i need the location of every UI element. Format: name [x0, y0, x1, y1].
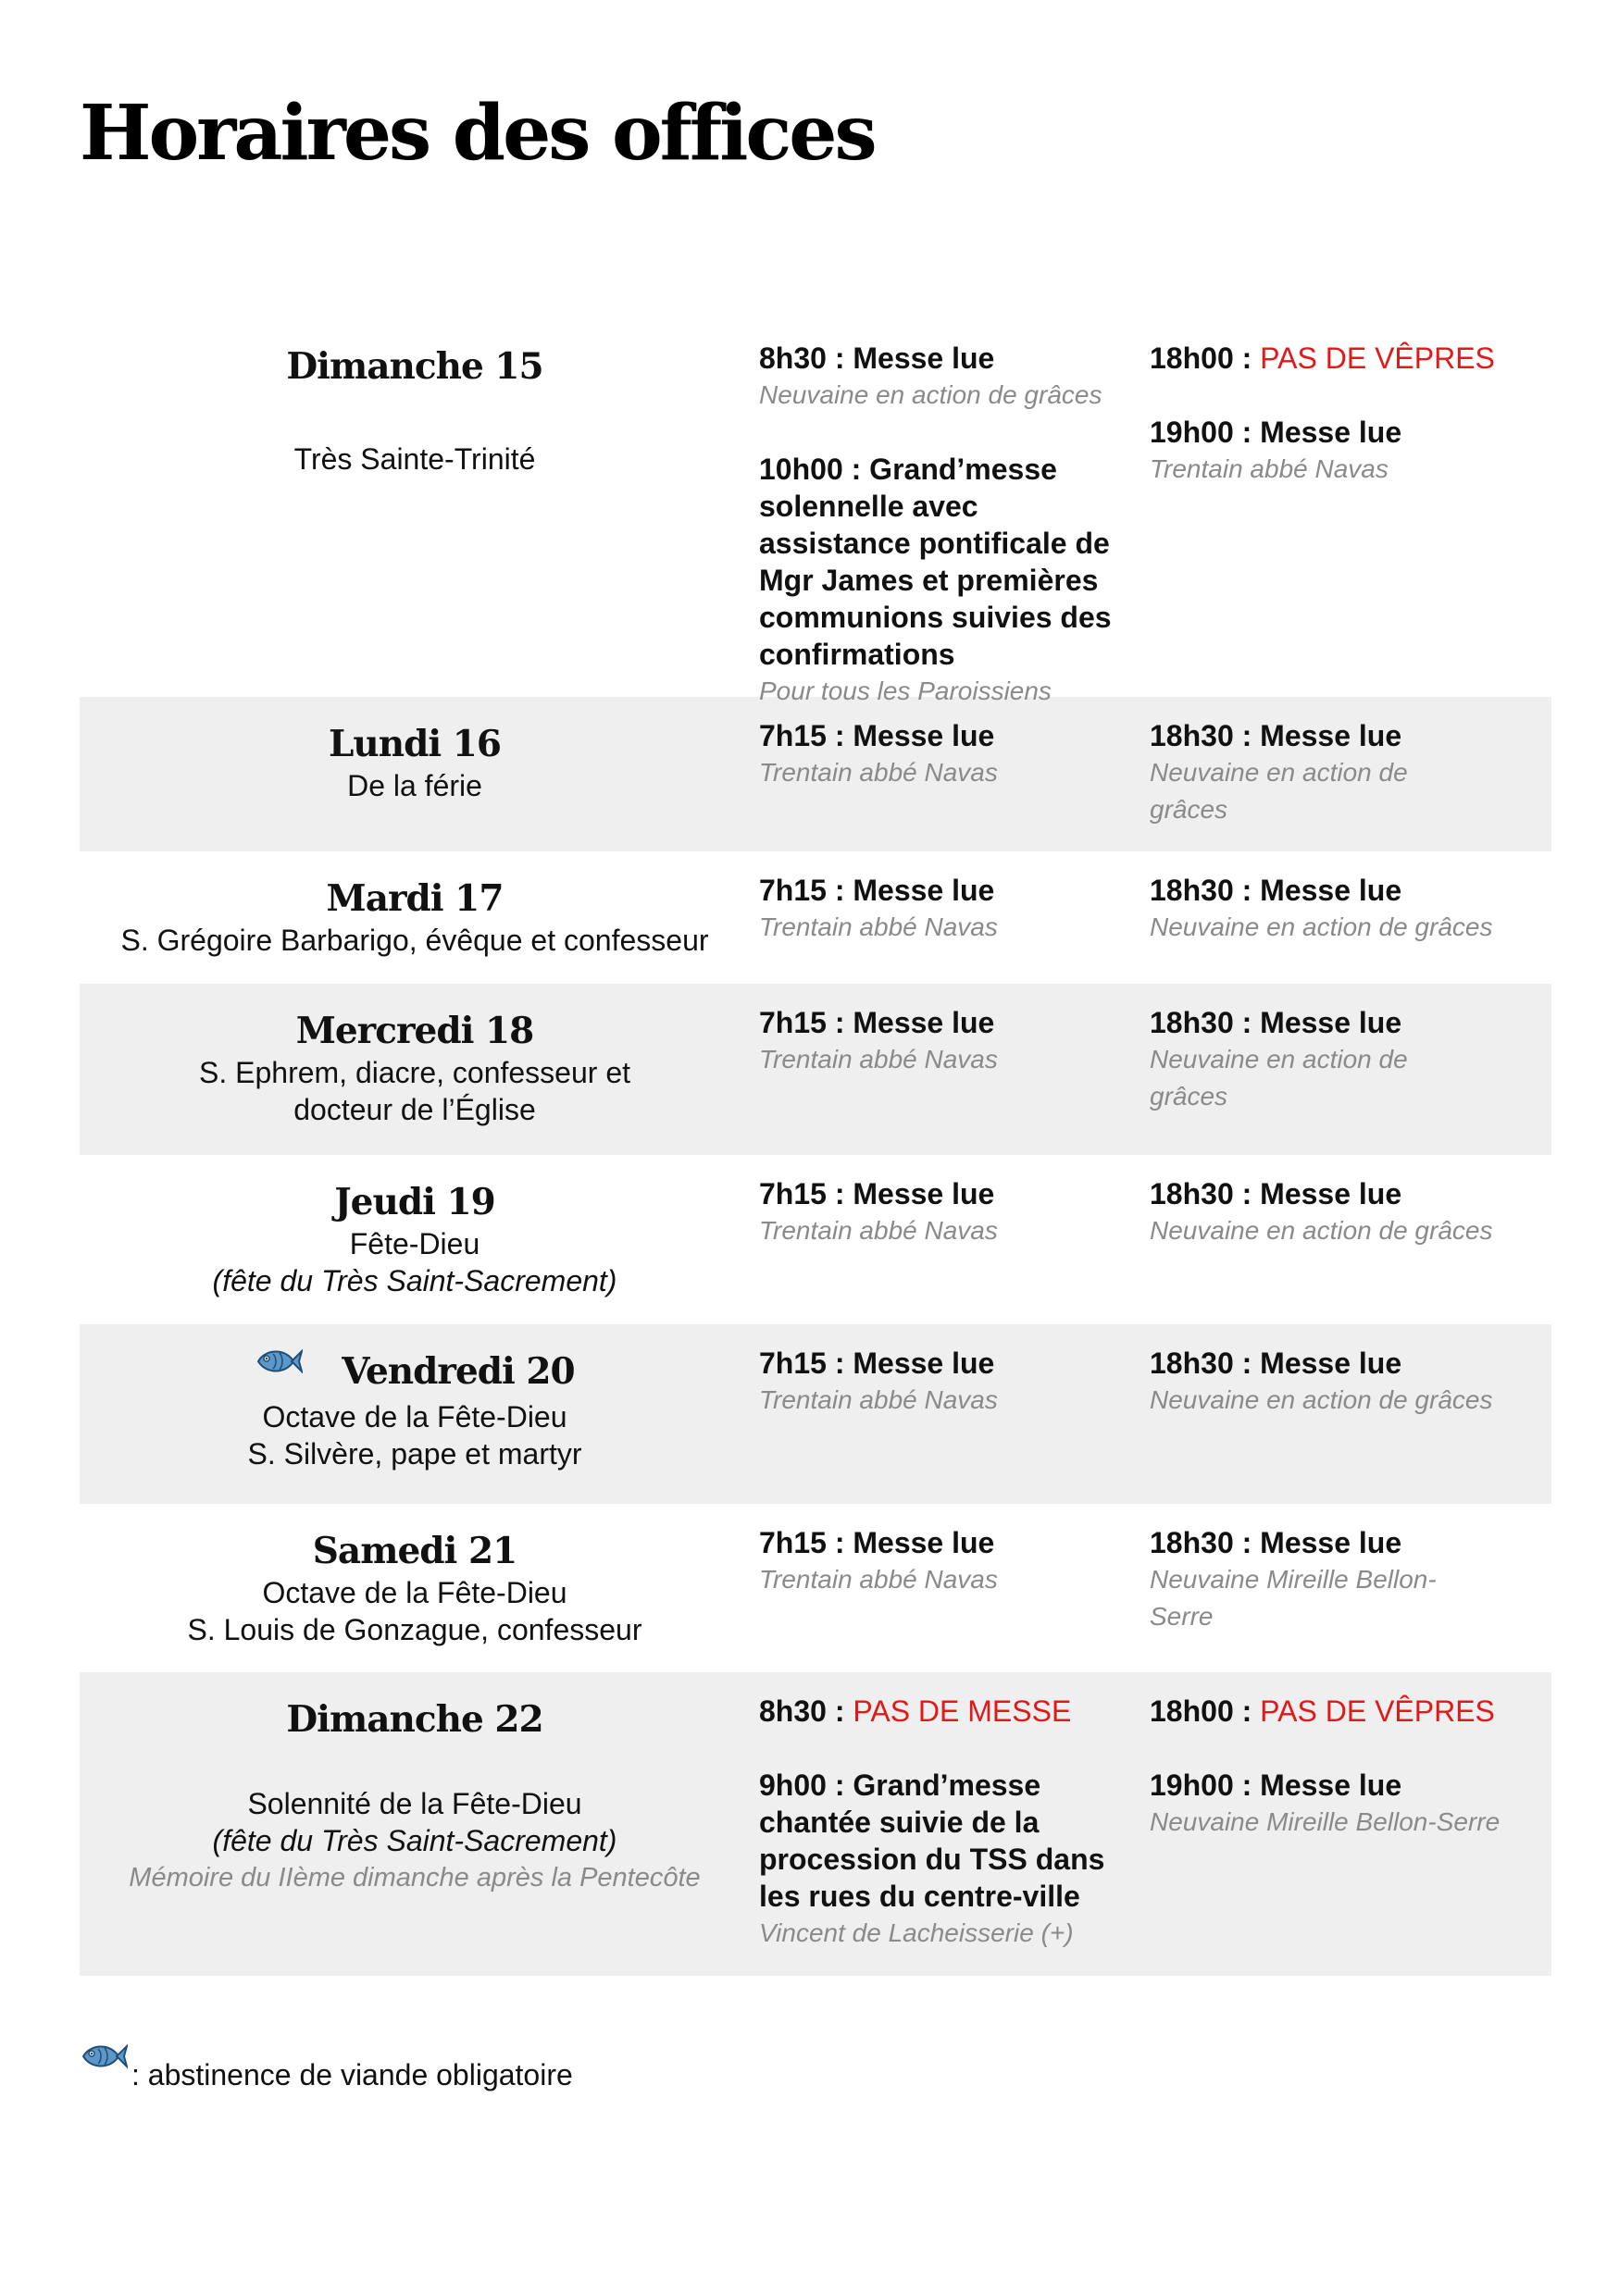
service-intention: Trentain abbé Navas [759, 1565, 998, 1594]
day-name: Jeudi 19 [334, 1181, 495, 1223]
day-cell [80, 1672, 750, 1976]
evening-services [1140, 1324, 1551, 1504]
service-label: Messe lue [1260, 1347, 1402, 1380]
feast-label: Octave de la Fête-Dieu [262, 1576, 567, 1609]
service-time: 18h30 : [1150, 1006, 1252, 1039]
service-label: Messe lue [853, 1526, 995, 1559]
day-cell [80, 697, 750, 851]
service-time: 18h30 : [1150, 1526, 1252, 1559]
day-row-vendredi-20 [80, 1324, 1551, 1504]
service-entry [1150, 414, 1544, 488]
service-entry [1150, 1767, 1544, 1841]
service-time: 7h15 : [759, 1526, 845, 1559]
evening-services [1140, 1504, 1551, 1672]
service-time: 18h30 : [1150, 1347, 1252, 1380]
service-intention: Neuvaine en action de grâces [1150, 1385, 1493, 1414]
morning-services [750, 851, 1140, 984]
evening-services [1140, 697, 1551, 851]
service-entry [759, 717, 1131, 791]
service-time: 7h15 : [759, 874, 845, 907]
day-cell [80, 1155, 750, 1324]
day-name: Vendredi 20 [342, 1350, 575, 1393]
service-label: Messe lue [853, 1006, 995, 1039]
service-label: Grand’messe solennelle avec assistance pontificale de Mgr James et premières communions suivies des confirmations [759, 453, 1112, 671]
morning-services [750, 319, 1140, 705]
service-time: 10h00 : [759, 453, 862, 486]
service-time: 8h30 : [759, 1694, 845, 1728]
day-row-dimanche-15 [80, 319, 1551, 705]
day-cell [80, 1504, 750, 1672]
legend [80, 2038, 573, 2092]
evening-services [1140, 851, 1551, 984]
evening-services [1140, 319, 1551, 697]
day-name: Dimanche 15 [286, 345, 543, 388]
day-name: Lundi 16 [328, 723, 502, 765]
service-entry [759, 1345, 1131, 1419]
service-entry [1150, 1004, 1477, 1115]
service-entry [1150, 340, 1544, 377]
service-entry [759, 872, 1131, 946]
service-label: Messe lue [853, 874, 995, 907]
service-label: Messe lue [1260, 1769, 1402, 1802]
service-intention: Trentain abbé Navas [759, 758, 998, 787]
day-cell [80, 851, 750, 984]
service-intention: Trentain abbé Navas [759, 1216, 998, 1245]
service-entry [759, 1767, 1131, 1952]
service-entry [759, 1524, 1131, 1598]
evening-services [1140, 1155, 1551, 1324]
service-intention: Neuvaine en action de grâces [759, 380, 1102, 409]
day-name-with-icon [98, 1348, 731, 1398]
page-title: Horaires des offices [80, 89, 875, 178]
service-intention: Neuvaine en action de grâces [1150, 912, 1493, 941]
day-name: Samedi 21 [312, 1530, 517, 1572]
service-intention: Trentain abbé Navas [759, 912, 998, 941]
day-name: Dimanche 22 [286, 1698, 543, 1741]
service-intention: Trentain abbé Navas [759, 1385, 998, 1414]
feast-label: S. Louis de Gonzague, confesseur [187, 1613, 642, 1646]
service-label: Messe lue [853, 1177, 995, 1210]
service-time: 18h30 : [1150, 719, 1252, 752]
service-entry [1150, 1693, 1544, 1730]
day-row-jeudi-19 [80, 1155, 1551, 1324]
service-time: 19h00 : [1150, 1769, 1252, 1802]
service-label: Messe lue [1260, 1006, 1402, 1039]
feast-label: Fête-Dieu [349, 1227, 480, 1260]
fish-icon [80, 2038, 128, 2082]
service-label: Messe lue [1260, 874, 1402, 907]
service-entry [1150, 872, 1544, 946]
service-entry [759, 1004, 1131, 1078]
service-label: Messe lue [853, 341, 995, 375]
service-intention: Pour tous les Paroissiens [759, 676, 1052, 705]
morning-services [750, 984, 1140, 1155]
service-time: 18h30 : [1150, 1177, 1252, 1210]
service-label: Messe lue [1260, 416, 1402, 449]
service-entry [1150, 717, 1477, 828]
feast-label: S. Silvère, pape et martyr [247, 1437, 582, 1471]
service-label: Messe lue [1260, 1177, 1402, 1210]
feast-subtitle: (fête du Très Saint-Sacrement) [212, 1824, 617, 1857]
evening-services [1140, 984, 1551, 1155]
feast-label: Solennité de la Fête-Dieu [247, 1787, 582, 1820]
feast-label: De la férie [347, 769, 482, 802]
service-intention: Neuvaine en action de grâces [1150, 1045, 1408, 1111]
evening-services [1140, 1672, 1551, 1976]
day-row-samedi-21 [80, 1504, 1551, 1672]
service-intention: Trentain abbé Navas [1150, 454, 1389, 483]
feast-label: S. Grégoire Barbarigo, évêque et confesseur [120, 924, 709, 957]
service-time: 18h00 : [1150, 1694, 1252, 1728]
morning-services [750, 697, 1140, 851]
feast-label: Très Sainte-Trinité [293, 442, 536, 476]
service-label: Messe lue [1260, 719, 1402, 752]
service-label: Messe lue [853, 1347, 995, 1380]
legend-text: : abstinence de viande obligatoire [131, 2058, 573, 2091]
service-label: Grand’messe chantée suivie de la procession du TSS dans les rues du centre-ville [759, 1769, 1105, 1913]
service-entry [759, 1693, 1131, 1730]
feast-subtitle: (fête du Très Saint-Sacrement) [212, 1264, 617, 1297]
service-time: 18h00 : [1150, 341, 1252, 375]
service-intention: Trentain abbé Navas [759, 1045, 998, 1074]
service-label: Messe lue [1260, 1526, 1402, 1559]
service-intention: Neuvaine en action de grâces [1150, 1216, 1493, 1245]
day-name: Mardi 17 [326, 877, 504, 920]
cancelled-notice: PAS DE VÊPRES [1260, 1694, 1495, 1728]
service-time: 7h15 : [759, 1347, 845, 1380]
day-row-lundi-16 [80, 697, 1551, 851]
service-time: 9h00 : [759, 1769, 845, 1802]
service-time: 7h15 : [759, 1177, 845, 1210]
service-entry [1150, 1524, 1477, 1635]
fish-icon [255, 1343, 303, 1391]
morning-services [750, 1155, 1140, 1324]
service-time: 8h30 : [759, 341, 845, 375]
cancelled-notice: PAS DE VÊPRES [1260, 341, 1495, 375]
service-entry [759, 1175, 1131, 1249]
service-time: 18h30 : [1150, 874, 1252, 907]
day-cell [80, 319, 750, 697]
service-entry [1150, 1345, 1544, 1419]
day-row-dimanche-22 [80, 1672, 1551, 1976]
morning-services [750, 1324, 1140, 1504]
feast-label: Octave de la Fête-Dieu [262, 1400, 567, 1433]
service-entry [759, 451, 1131, 710]
service-label: Messe lue [853, 719, 995, 752]
morning-services [750, 1504, 1140, 1672]
day-cell [80, 984, 750, 1155]
service-entry [1150, 1175, 1544, 1249]
service-time: 7h15 : [759, 1006, 845, 1039]
commemoration-note: Mémoire du IIème dimanche après la Pentecôte [129, 1863, 701, 1893]
service-intention: Neuvaine Mireille Bellon-Serre [1150, 1807, 1501, 1836]
service-intention: Vincent de Lacheisserie (+) [759, 1918, 1074, 1947]
service-intention: Neuvaine Mireille Bellon-Serre [1150, 1565, 1437, 1631]
day-row-mercredi-18 [80, 984, 1551, 1155]
service-intention: Neuvaine en action de grâces [1150, 758, 1408, 824]
service-time: 7h15 : [759, 719, 845, 752]
schedule-table [80, 319, 1551, 1976]
service-time: 19h00 : [1150, 416, 1252, 449]
day-row-mardi-17 [80, 851, 1551, 984]
day-cell [80, 1324, 750, 1504]
morning-services [750, 1672, 1140, 1976]
feast-label: S. Ephrem, diacre, confesseur et docteur de l’Église [199, 1056, 630, 1126]
service-entry [759, 340, 1131, 414]
day-name: Mercredi 18 [295, 1010, 534, 1052]
cancelled-notice: PAS DE MESSE [853, 1694, 1072, 1728]
